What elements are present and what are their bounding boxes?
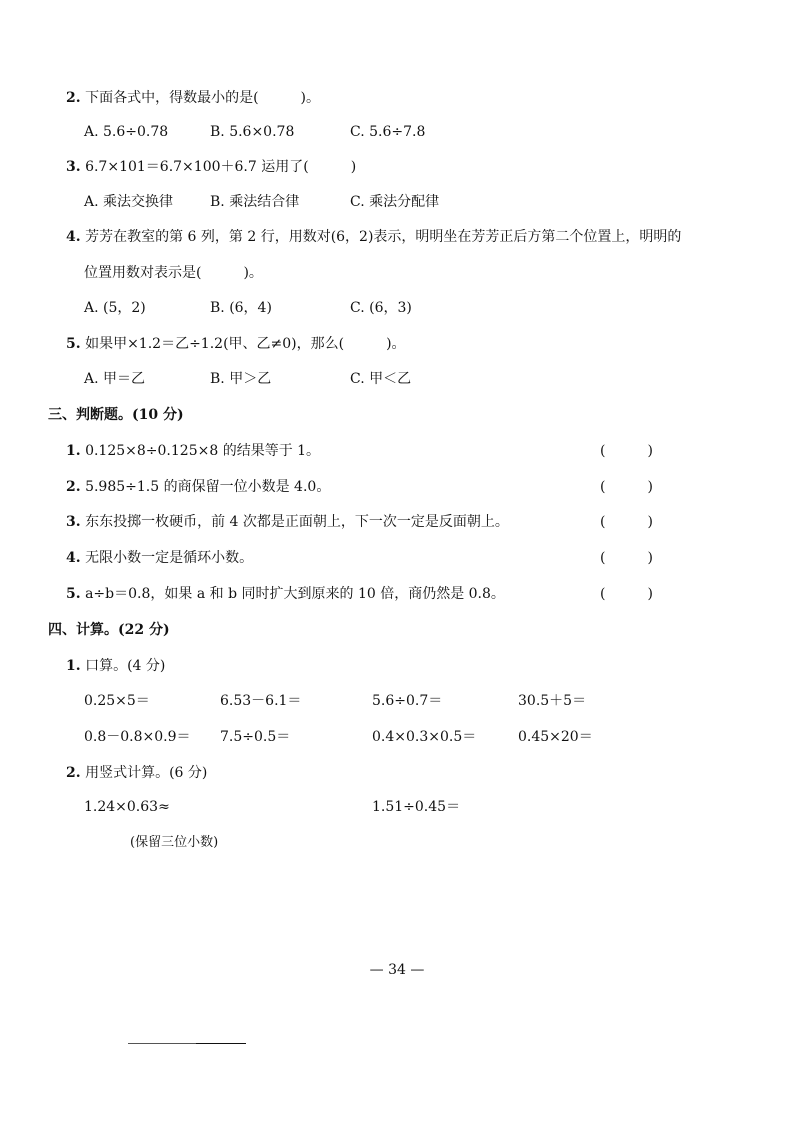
question-number: 4. bbox=[66, 229, 81, 245]
judge-item-5 bbox=[66, 584, 505, 604]
part-number: 2. bbox=[66, 765, 81, 781]
option-b: B. 乘法结合律 bbox=[210, 194, 300, 210]
item-number: 1. bbox=[66, 443, 81, 459]
oral-calc-item: 5.6÷0.7＝ bbox=[372, 693, 443, 709]
item-number: 2. bbox=[66, 479, 81, 495]
option-c: C. 5.6÷7.8 bbox=[350, 124, 426, 140]
oral-calc-item: 0.45×20＝ bbox=[518, 729, 593, 745]
option-a: A. 乘法交换律 bbox=[84, 194, 174, 210]
option-b: B. 5.6×0.78 bbox=[210, 124, 295, 140]
answer-blank[interactable]: ( ) bbox=[600, 443, 653, 459]
rounding-note: (保留三位小数) bbox=[130, 835, 219, 850]
oral-calc-item: 6.53－6.1＝ bbox=[220, 693, 302, 709]
page-number: — 34 — bbox=[369, 962, 425, 978]
question-text: 6.7×101＝6.7×100＋6.7 运用了( ) bbox=[85, 159, 357, 175]
vertical-calc-item: 1.24×0.63≈ bbox=[84, 799, 170, 815]
calc-part-2 bbox=[66, 763, 207, 783]
question-text: 芳芳在教室的第 6 列，第 2 行，用数对(6，2)表示，明明坐在芳芳正后方第二个位置上，明明的 bbox=[85, 229, 682, 245]
item-text: 无限小数一定是循环小数。 bbox=[85, 550, 254, 566]
question-4-continued: 位置用数对表示是( )。 bbox=[84, 265, 263, 281]
item-text: 0.125×8÷0.125×8 的结果等于 1。 bbox=[85, 443, 321, 459]
item-text: 东东投掷一枚硬币，前 4 次都是正面朝上，下一次一定是反面朝上。 bbox=[85, 514, 509, 530]
judge-item-3 bbox=[66, 512, 509, 532]
item-number: 4. bbox=[66, 550, 81, 566]
part-text: 口算。(4 分) bbox=[85, 658, 166, 674]
section-calc-title: 四、计算。(22 分) bbox=[48, 622, 170, 638]
part-number: 1. bbox=[66, 658, 81, 674]
judge-item-1 bbox=[66, 441, 320, 461]
answer-blank[interactable]: ( ) bbox=[600, 586, 653, 602]
question-5 bbox=[66, 334, 406, 354]
footer-rule-dark bbox=[196, 1043, 246, 1044]
option-c: C. 甲＜乙 bbox=[350, 371, 412, 387]
answer-blank[interactable]: ( ) bbox=[600, 550, 653, 566]
answer-blank[interactable]: ( ) bbox=[600, 479, 653, 495]
question-text: 如果甲×1.2＝乙÷1.2(甲、乙≠0)，那么( )。 bbox=[85, 336, 406, 352]
item-number: 5. bbox=[66, 586, 81, 602]
section-judge-title: 三、判断题。(10 分) bbox=[48, 407, 184, 423]
vertical-calc-item: 1.51÷0.45＝ bbox=[372, 799, 461, 815]
option-a: A. 5.6÷0.78 bbox=[84, 124, 169, 140]
answer-blank[interactable]: ( ) bbox=[600, 514, 653, 530]
question-4 bbox=[66, 227, 681, 247]
option-b: B. (6，4) bbox=[210, 300, 272, 316]
oral-calc-item: 7.5÷0.5＝ bbox=[220, 729, 291, 745]
judge-item-2 bbox=[66, 477, 330, 497]
item-number: 3. bbox=[66, 514, 81, 530]
oral-calc-item: 0.4×0.3×0.5＝ bbox=[372, 729, 477, 745]
option-c: C. 乘法分配律 bbox=[350, 194, 440, 210]
item-text: a÷b＝0.8，如果 a 和 b 同时扩大到原来的 10 倍，商仍然是 0.8。 bbox=[85, 586, 505, 602]
item-text: 5.985÷1.5 的商保留一位小数是 4.0。 bbox=[85, 479, 331, 495]
question-text: 下面各式中，得数最小的是( )。 bbox=[85, 90, 321, 106]
question-number: 5. bbox=[66, 336, 81, 352]
question-number: 3. bbox=[66, 159, 81, 175]
oral-calc-item: 30.5＋5＝ bbox=[518, 693, 587, 709]
option-b: B. 甲＞乙 bbox=[210, 371, 272, 387]
calc-part-1 bbox=[66, 656, 165, 676]
question-number: 2. bbox=[66, 90, 81, 106]
option-c: C. (6，3) bbox=[350, 300, 412, 316]
part-text: 用竖式计算。(6 分) bbox=[85, 765, 208, 781]
oral-calc-item: 0.8－0.8×0.9＝ bbox=[84, 729, 191, 745]
oral-calc-item: 0.25×5＝ bbox=[84, 693, 150, 709]
question-3 bbox=[66, 157, 356, 177]
option-a: A. (5，2) bbox=[84, 300, 146, 316]
option-a: A. 甲＝乙 bbox=[84, 371, 146, 387]
question-2 bbox=[66, 88, 320, 108]
judge-item-4 bbox=[66, 548, 253, 568]
